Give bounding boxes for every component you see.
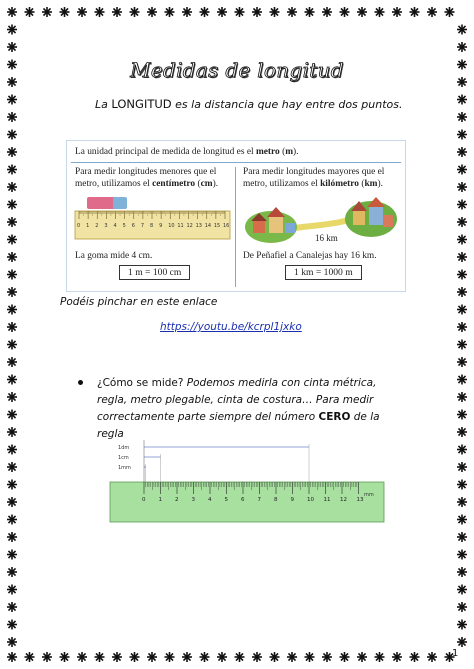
left-house-2 [269,217,283,233]
border-star-icon [130,7,140,17]
border-star-icon [392,652,402,662]
border-star-icon [217,7,227,17]
panel-heading: La unidad principal de medida de longitud es el metro (m). [75,147,299,157]
distance-label: 16 km [315,233,338,243]
border-star-icon [457,445,467,455]
border-star-icon [357,652,367,662]
border-star-icon [457,462,467,472]
small-ruler-label: 0 [77,223,81,229]
border-star-icon [7,112,17,122]
page-title: Medidas de longitud [130,58,344,82]
right-house-1 [353,211,365,225]
ruler-number: 9 [290,497,294,503]
border-star-icon [165,652,175,662]
border-star-icon [457,550,467,560]
border-star-icon [270,652,280,662]
border-star-icon [375,7,385,17]
measure-label: 1dm [118,445,130,451]
border-star-icon [182,7,192,17]
border-star-icon [375,652,385,662]
border-star-icon [457,305,467,315]
small-ruler-label: 3 [104,223,108,229]
video-link[interactable]: https://youtu.be/kcrpl1jxko [160,321,302,333]
small-ruler-label: 16 [223,223,230,229]
border-star-icon [7,357,17,367]
border-star-icon [112,7,122,17]
border-star-icon [457,357,467,367]
page-number: 1 [452,648,459,659]
border-star-icon [287,652,297,662]
border-star-icon [457,602,467,612]
border-star-icon [7,95,17,105]
measure-label: 1mm [118,465,131,471]
border-star-icon [7,235,17,245]
border-star-icon [322,7,332,17]
border-star-icon [457,410,467,420]
ruler-unit: mm [364,492,374,498]
eraser-sleeve [113,197,127,209]
border-star-icon [7,410,17,420]
border-star-icon [340,7,350,17]
border-star-icon [7,497,17,507]
small-ruler-label: 10 [168,223,175,229]
left-caption: La goma mide 4 cm. [75,251,153,261]
border-star-icon [322,652,332,662]
ruler-number: 2 [175,497,179,503]
border-star-icon [7,305,17,315]
border-star-icon [457,95,467,105]
border-star-icon [7,480,17,490]
ruler-number: 8 [274,497,278,503]
border-star-icon [7,652,17,662]
border-star-icon [457,515,467,525]
border-star-icon [392,7,402,17]
border-star-icon [340,652,350,662]
small-ruler-label: 13 [195,223,202,229]
border-star-icon [7,252,17,262]
border-star-icon [7,217,17,227]
border-star-icon [457,480,467,490]
border-star-icon [457,147,467,157]
link-label: Podéis pinchar en este enlace [60,296,218,308]
panel-right-text: Para medir longitudes mayores que el metro, utilizamos el kilómetro (km). [243,167,385,189]
border-star-icon [235,7,245,17]
border-star-icon [457,375,467,385]
border-star-icon [270,7,280,17]
small-ruler-label: 12 [186,223,193,229]
border-star-icon [7,637,17,647]
border-star-icon [60,652,70,662]
bullet-marker [76,378,86,388]
intro-prefix: La [95,98,108,111]
intro-strong: LONGITUD [111,97,172,111]
ruler-number: 13 [356,497,364,503]
small-ruler-label: 14 [204,223,212,229]
ruler-number: 7 [257,497,261,503]
border-star-icon [457,620,467,630]
small-ruler-label: 15 [213,223,221,229]
border-star-icon [7,602,17,612]
intro-rest: es la distancia que hay entre dos puntos. [175,98,403,111]
border-star-icon [457,182,467,192]
towns-illustration [243,193,399,249]
panel-rule [71,162,401,163]
border-star-icon [7,7,17,17]
border-star-icon [7,25,17,35]
right-equation: 1 km = 1000 m [285,265,362,280]
border-star-icon [427,7,437,17]
border-star-icon [457,200,467,210]
border-star-icon [457,42,467,52]
right-caption: De Peñafiel a Canalejas hay 16 km. [243,251,377,261]
border-star-icon [147,652,157,662]
border-star-icon [457,270,467,280]
border-star-icon [7,567,17,577]
measure-label: 1cm [118,455,129,461]
border-star-icon [457,235,467,245]
small-ruler-label: 9 [159,223,163,229]
border-star-icon [77,7,87,17]
small-ruler-label: 11 [177,223,184,229]
border-star-icon [130,652,140,662]
border-star-icon [112,652,122,662]
border-star-icon [457,585,467,595]
border-star-icon [427,652,437,662]
border-star-icon [457,567,467,577]
textbook-panel [66,140,406,292]
measure-guides [118,440,309,482]
border-star-icon [7,182,17,192]
ruler-number: 3 [191,497,195,503]
ruler-number: 11 [323,497,331,503]
ruler-measurement-figure [108,438,386,523]
small-ruler-label: 4 [113,223,117,229]
border-star-icon [457,165,467,175]
border-star-icon [7,427,17,437]
border-star-icon [200,652,210,662]
border-star-icon [457,252,467,262]
border-star-icon [7,130,17,140]
bullet-text: ¿Cómo se mide? Podemos medirla con cinta métrica, regla, metro plegable, cinta de costura… Para medir correctamente parte siempre del número CERO de la regla [97,377,380,440]
border-star-icon [457,427,467,437]
border-star-icon [457,112,467,122]
left-equation: 1 m = 100 cm [119,265,190,280]
border-star-icon [95,7,105,17]
border-star-icon [7,165,17,175]
border-star-icon [7,462,17,472]
panel-left-text: Para medir longitudes menores que el metro, utilizamos el centímetro (cm). [75,167,219,189]
border-star-icon [445,7,455,17]
ruler-number: 4 [208,497,212,503]
eraser-ruler-illustration [73,195,233,243]
border-star-icon [7,42,17,52]
ruler-number: 6 [241,497,245,503]
left-house-3 [285,223,295,233]
border-star-icon [457,497,467,507]
border-star-icon [165,7,175,17]
border-star-icon [7,585,17,595]
panel-divider [235,167,236,287]
small-ruler-label: 7 [140,223,145,229]
ruler-number: 12 [340,497,347,503]
border-star-icon [95,652,105,662]
border-star-icon [77,652,87,662]
left-house-1 [253,221,265,233]
border-star-icon [217,652,227,662]
ruler-number: 1 [158,497,162,503]
border-star-icon [60,7,70,17]
border-star-icon [410,652,420,662]
border-star-icon [7,392,17,402]
small-ruler-label: 5 [122,223,126,229]
right-house-2 [369,207,383,225]
ruler-number: 0 [142,497,146,503]
border-star-icon [457,217,467,227]
small-ruler-label: 2 [95,223,99,229]
border-star-icon [457,287,467,297]
border-star-icon [357,7,367,17]
border-star-icon [7,515,17,525]
border-star-icon [457,637,467,647]
border-star-icon [182,652,192,662]
border-star-icon [42,652,52,662]
intro-text [95,97,402,111]
border-star-icon [457,532,467,542]
border-star-icon [7,270,17,280]
border-star-icon [200,7,210,17]
border-star-icon [457,130,467,140]
small-ruler-label: 8 [150,223,154,229]
border-star-icon [457,340,467,350]
border-star-icon [7,322,17,332]
border-star-icon [7,532,17,542]
border-star-icon [410,7,420,17]
border-star-icon [7,550,17,560]
border-star-icon [25,7,35,17]
border-star-icon [305,652,315,662]
bullet-question: ¿Cómo se mide? [97,377,184,389]
border-star-icon [252,7,262,17]
border-star-icon [25,652,35,662]
border-star-icon [147,7,157,17]
border-star-icon [457,25,467,35]
small-ruler-label: 1 [86,223,90,229]
border-star-icon [42,7,52,17]
border-star-icon [7,340,17,350]
right-house-3 [383,215,393,227]
border-star-icon [235,652,245,662]
border-star-icon [287,7,297,17]
border-star-icon [305,7,315,17]
border-star-icon [7,287,17,297]
ruler-number: 10 [307,497,314,503]
border-star-icon [7,147,17,157]
ruler-number: 5 [224,497,228,503]
small-ruler-label: 6 [131,223,135,229]
border-star-icon [457,392,467,402]
border-star-icon [252,652,262,662]
border-star-icon [7,620,17,630]
border-star-icon [7,375,17,385]
border-star-icon [7,445,17,455]
border-star-icon [7,200,17,210]
border-star-icon [457,322,467,332]
